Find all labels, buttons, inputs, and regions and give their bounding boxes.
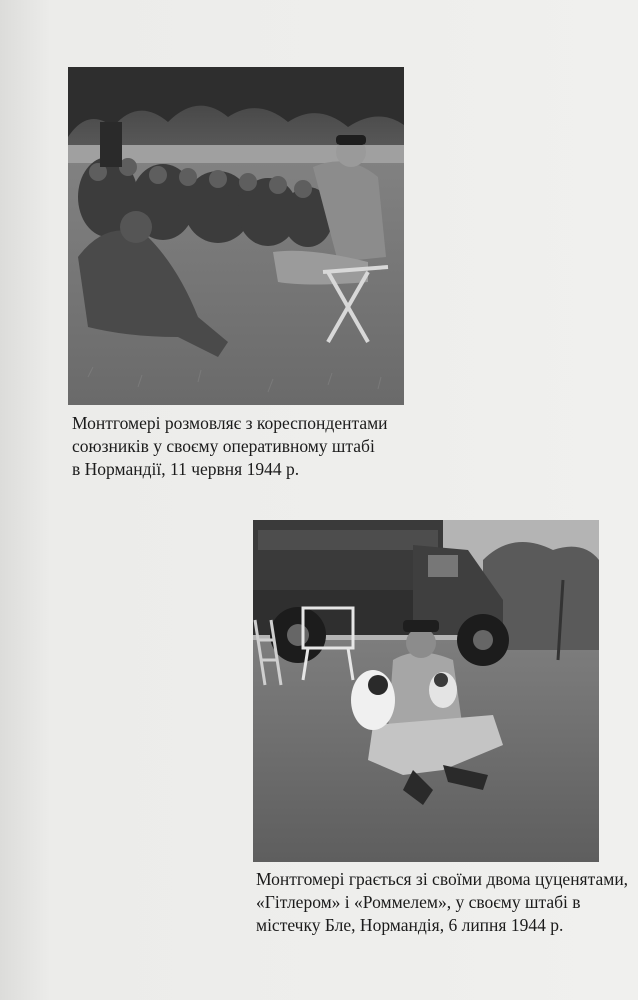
caption-line: в Нормандії, 11 червня 1944 р. (72, 459, 300, 479)
photo-montgomery-with-puppies (253, 520, 599, 862)
caption-line: Монтгомері розмовляє з кореспондентами (72, 413, 388, 433)
caption-line: Монтгомері грається зі своїми двома цуценятами, (256, 869, 629, 889)
caption-line: «Гітлером» і «Роммелем», у своєму штабі в (256, 892, 581, 912)
photo-caption (72, 412, 412, 481)
photo-montgomery-with-correspondents (68, 67, 404, 405)
caption-line: союзників у своєму оперативному штабі (72, 436, 375, 456)
caption-line: містечку Бле, Нормандія, 6 липня 1944 р. (256, 915, 564, 935)
photo-caption (256, 868, 629, 937)
